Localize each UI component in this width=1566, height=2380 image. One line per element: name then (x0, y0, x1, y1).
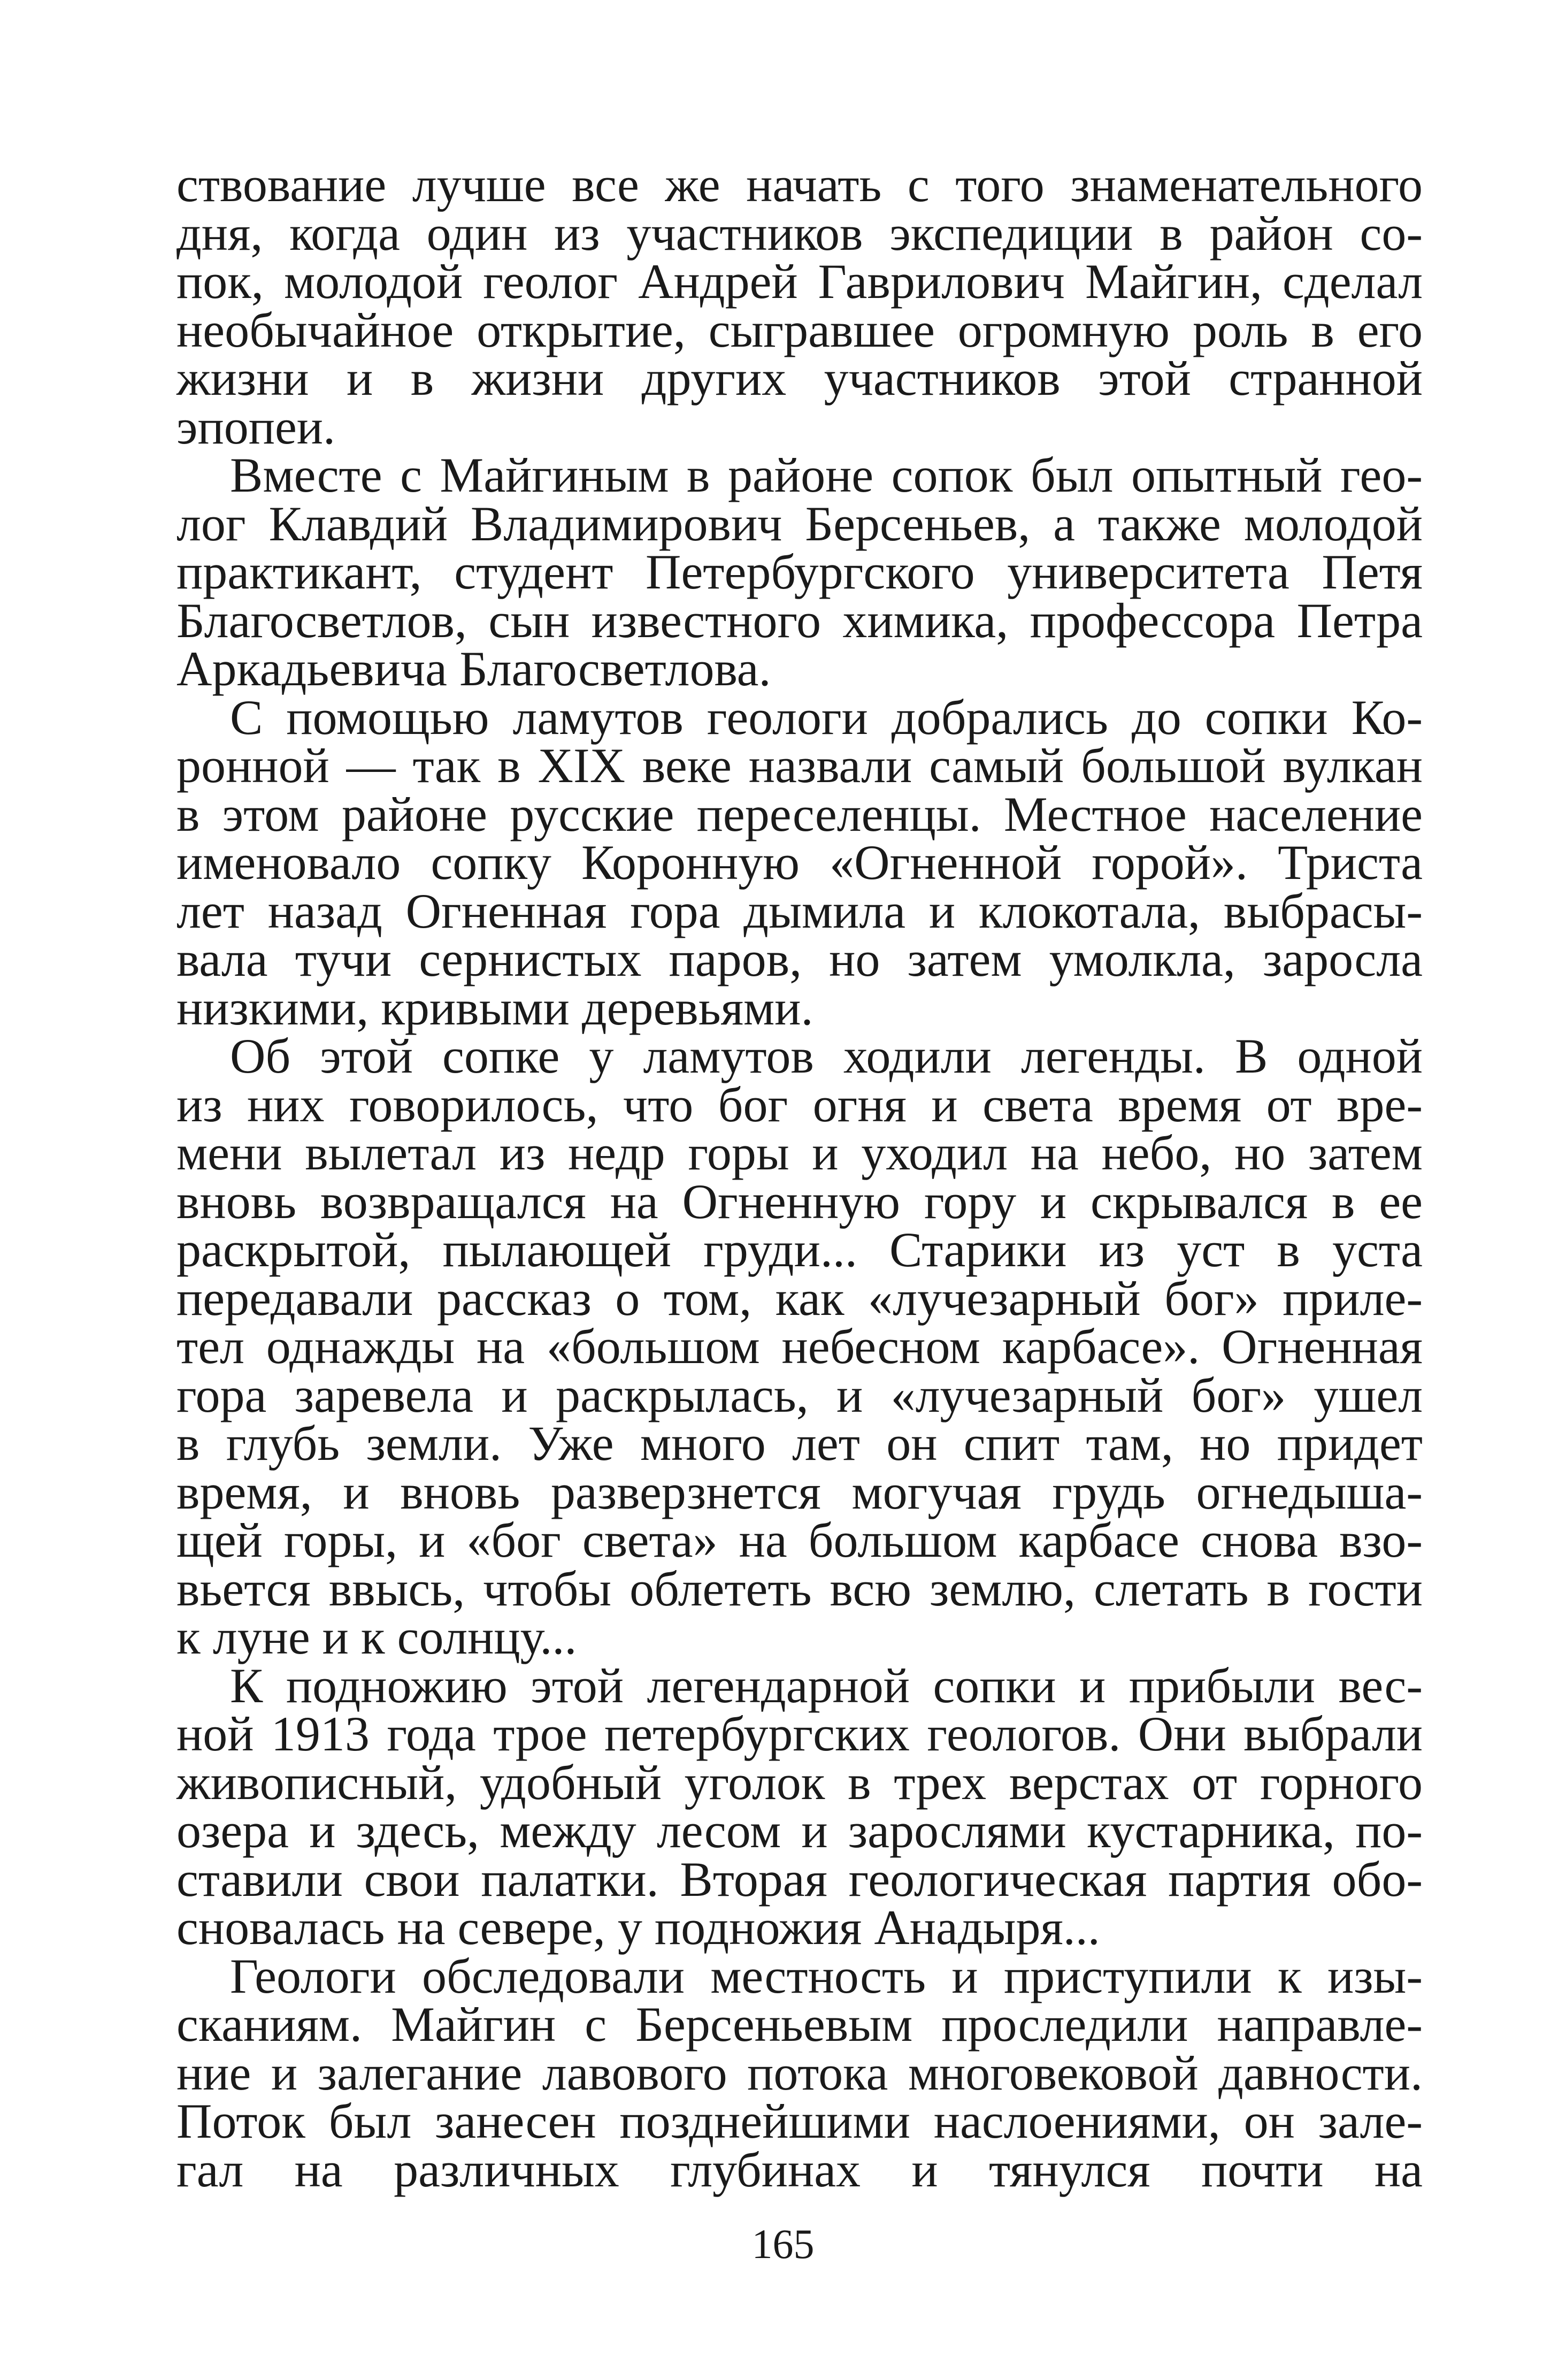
text-line: в глубь земли. Уже много лет он спит там, но придет (176, 1416, 1423, 1471)
paragraph-p3 (176, 690, 1423, 1035)
text-line: из них говорилось, что бог огня и света время от вре- (176, 1077, 1423, 1132)
page-number: 165 (751, 2221, 815, 2267)
text-line: лет назад Огненная гора дымила и клокотала, выбрасы- (176, 883, 1423, 938)
text-line: в этом районе русские переселенцы. Местное население (176, 786, 1423, 841)
paragraph-p2 (176, 448, 1423, 696)
text-line: низкими, кривыми деревьями. (176, 980, 813, 1035)
paragraph-p6 (176, 1948, 1423, 2197)
text-line: передавали рассказ о том, как «лучезарный бог» приле- (176, 1271, 1423, 1326)
text-line: ние и залегание лавового потока многовековой давности. (176, 2045, 1423, 2100)
text-line: С помощью ламутов геологи добрались до сопки Ко- (230, 690, 1423, 745)
text-line: Благосветлов, сын известного химика, профессора Петра (176, 593, 1423, 648)
text-line: Поток был занесен позднейшими наслоениями, он зале- (176, 2094, 1423, 2148)
text-line: Геологи обследовали местность и приступили к изы- (230, 1948, 1423, 2003)
text-line: К подножию этой легендарной сопки и прибыли вес- (230, 1658, 1423, 1713)
text-line: ной 1913 года трое петербургских геологов. Они выбрали (176, 1706, 1423, 1761)
text-line: Аркадьевича Благосветлова. (176, 641, 771, 696)
text-line: сновалась на севере, у подножия Анадыря... (176, 1900, 1100, 1955)
text-line: тел однажды на «большом небесном карбасе». Огненная (176, 1319, 1423, 1374)
text-line: практикант, студент Петербургского университета Петя (176, 545, 1423, 599)
text-line: сканиям. Майгин с Берсеньевым проследили направле- (176, 1997, 1423, 2052)
text-line: лог Клавдий Владимирович Берсеньев, а также молодой (176, 496, 1423, 551)
paragraph-p5 (176, 1658, 1423, 1955)
text-line: эпопеи. (176, 399, 336, 454)
text-line: ставили свои палатки. Вторая геологическая партия обо- (176, 1851, 1423, 1907)
text-line: Об этой сопке у ламутов ходили легенды. В одной (230, 1029, 1423, 1083)
text-line: щей горы, и «бог света» на большом карбасе снова взо- (176, 1513, 1423, 1567)
text-line: пок, молодой геолог Андрей Гаврилович Майгин, сделал (176, 254, 1423, 309)
text-line: озера и здесь, между лесом и зарослями кустарника, по- (176, 1803, 1423, 1858)
text-line: гора заревела и раскрылась, и «лучезарный бог» ушел (176, 1367, 1423, 1422)
body-text (176, 157, 1423, 2197)
paragraph-p4 (176, 1029, 1423, 1664)
text-line: вновь возвращался на Огненную гору и скрывался в ее (176, 1174, 1423, 1229)
text-line: дня, когда один из участников экспедиции в район со- (176, 205, 1423, 261)
text-line: гал на различных глубинах и тянулся почти на (176, 2142, 1423, 2197)
text-line: вьется ввысь, чтобы облететь всю землю, слетать в гости (176, 1561, 1423, 1616)
text-line: живописный, удобный уголок в трех верстах от горного (176, 1755, 1423, 1810)
paragraph-p1 (176, 157, 1423, 454)
text-line: раскрытой, пылающей груди... Старики из уст в уста (176, 1222, 1423, 1277)
text-line: вала тучи сернистых паров, но затем умолкла, заросла (176, 932, 1423, 986)
text-line: время, и вновь разверзнется могучая грудь огнедыша- (176, 1464, 1423, 1519)
text-line: мени вылетал из недр горы и уходил на небо, но затем (176, 1126, 1423, 1180)
text-line: жизни и в жизни других участников этой странной (176, 351, 1423, 405)
text-line: к луне и к солнцу... (176, 1610, 577, 1664)
text-line: ствование лучше все же начать с того знаменательного (176, 157, 1423, 212)
text-line: Вместе с Майгиным в районе сопок был опытный гео- (230, 448, 1423, 502)
text-line: именовало сопку Коронную «Огненной горой». Триста (176, 835, 1423, 890)
text-line: необычайное открытие, сыгравшее огромную роль в его (176, 302, 1423, 357)
text-line: ронной — так в XIX веке назвали самый большой вулкан (176, 738, 1423, 793)
